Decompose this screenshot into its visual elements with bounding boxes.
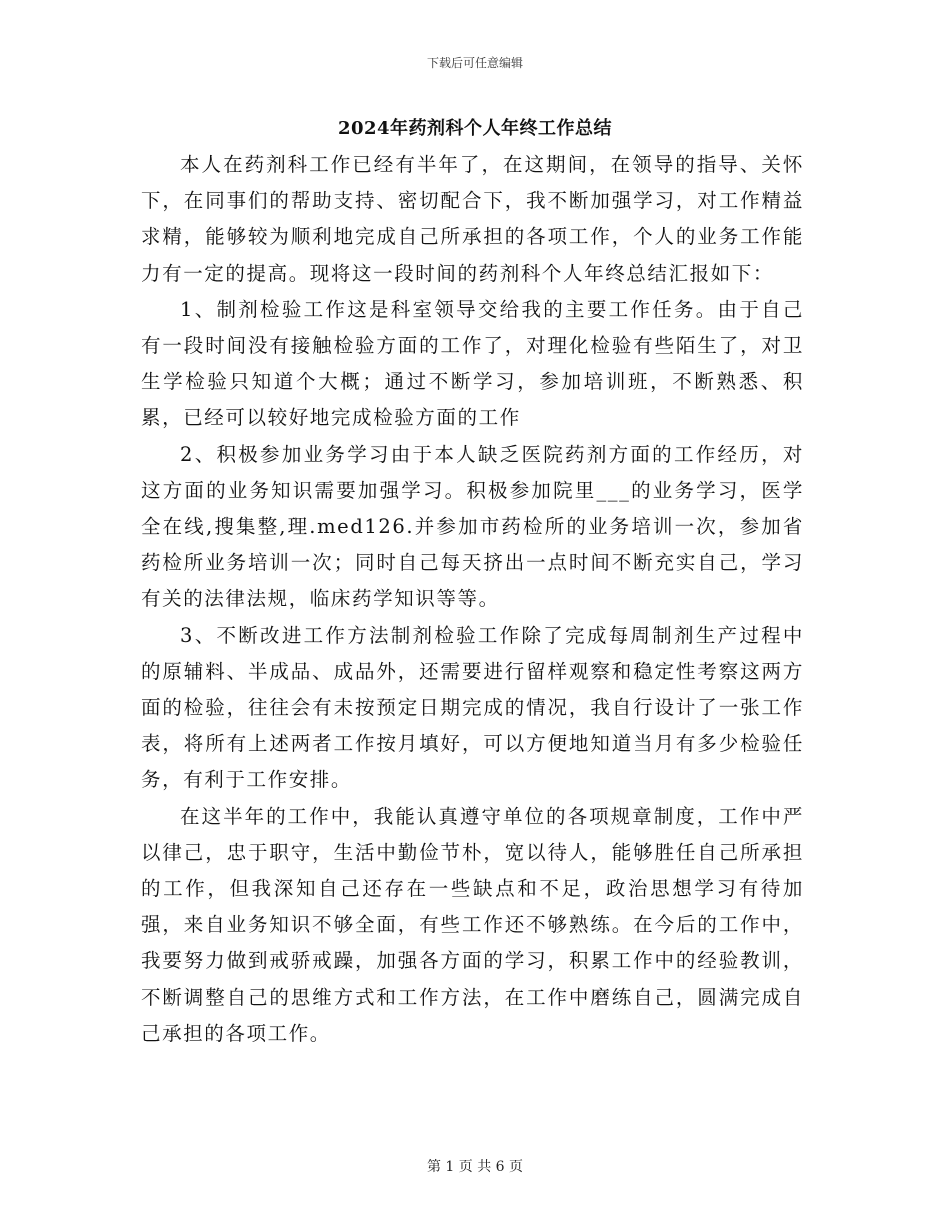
paragraph-item-1: 1、制剂检验工作这是科室领导交给我的主要工作任务。由于自己有一段时间没有接触检验方面的工作了，对理化检验有些陌生了，对卫生学检验只知道个大概；通过不断学习，参加培训班，不断熟悉、积累，已经可以较好地完成检验方面的工作 — [141, 297, 804, 430]
document-body — [141, 147, 804, 1052]
document-title: 2024年药剂科个人年终工作总结 — [337, 118, 613, 139]
page-number: 第 1 页 共 6 页 — [426, 1159, 524, 1175]
header-note: 下载后可任意编辑 — [426, 56, 523, 70]
paragraph-item-2: 2、积极参加业务学习由于本人缺乏医院药剂方面的工作经历，对这方面的业务知识需要加强学习。积极参加院里___的业务学习，医学全在线,搜集整,理.med126.并参加市药检所的业务培训一次，参加省药检所业务培训一次；同时自己每天挤出一点时间不断充实自己，学习有关的法律法规，临床药学知识等等。 — [141, 442, 804, 611]
paragraph-conclusion: 在这半年的工作中，我能认真遵守单位的各项规章制度，工作中严以律己，忠于职守，生活中勤俭节朴，宽以待人，能够胜任自己所承担的工作，但我深知自己还存在一些缺点和不足，政治思想学习有待加强，来自业务知识不够全面，有些工作还不够熟练。在今后的工作中，我要努力做到戒骄戒躁，加强各方面的学习，积累工作中的经验教训，不断调整自己的思维方式和工作方法，在工作中磨练自己，圆满完成自己承担的各项工作。 — [141, 804, 804, 1045]
paragraph-intro: 本人在药剂科工作已经有半年了，在这期间，在领导的指导、关怀下，在同事们的帮助支持、密切配合下，我不断加强学习，对工作精益求精，能够较为顺利地完成自己所承担的各项工作，个人的业务工作能力有一定的提高。现将这一段时间的药剂科个人年终总结汇报如下： — [141, 153, 804, 285]
paragraph-item-3: 3、不断改进工作方法制剂检验工作除了完成每周制剂生产过程中的原辅料、半成品、成品外，还需要进行留样观察和稳定性考察这两方面的检验，往往会有未按预定日期完成的情况，我自行设计了一张工作表，将所有上述两者工作按月填好，可以方便地知道当月有多少检验任务，有利于工作安排。 — [141, 623, 804, 792]
